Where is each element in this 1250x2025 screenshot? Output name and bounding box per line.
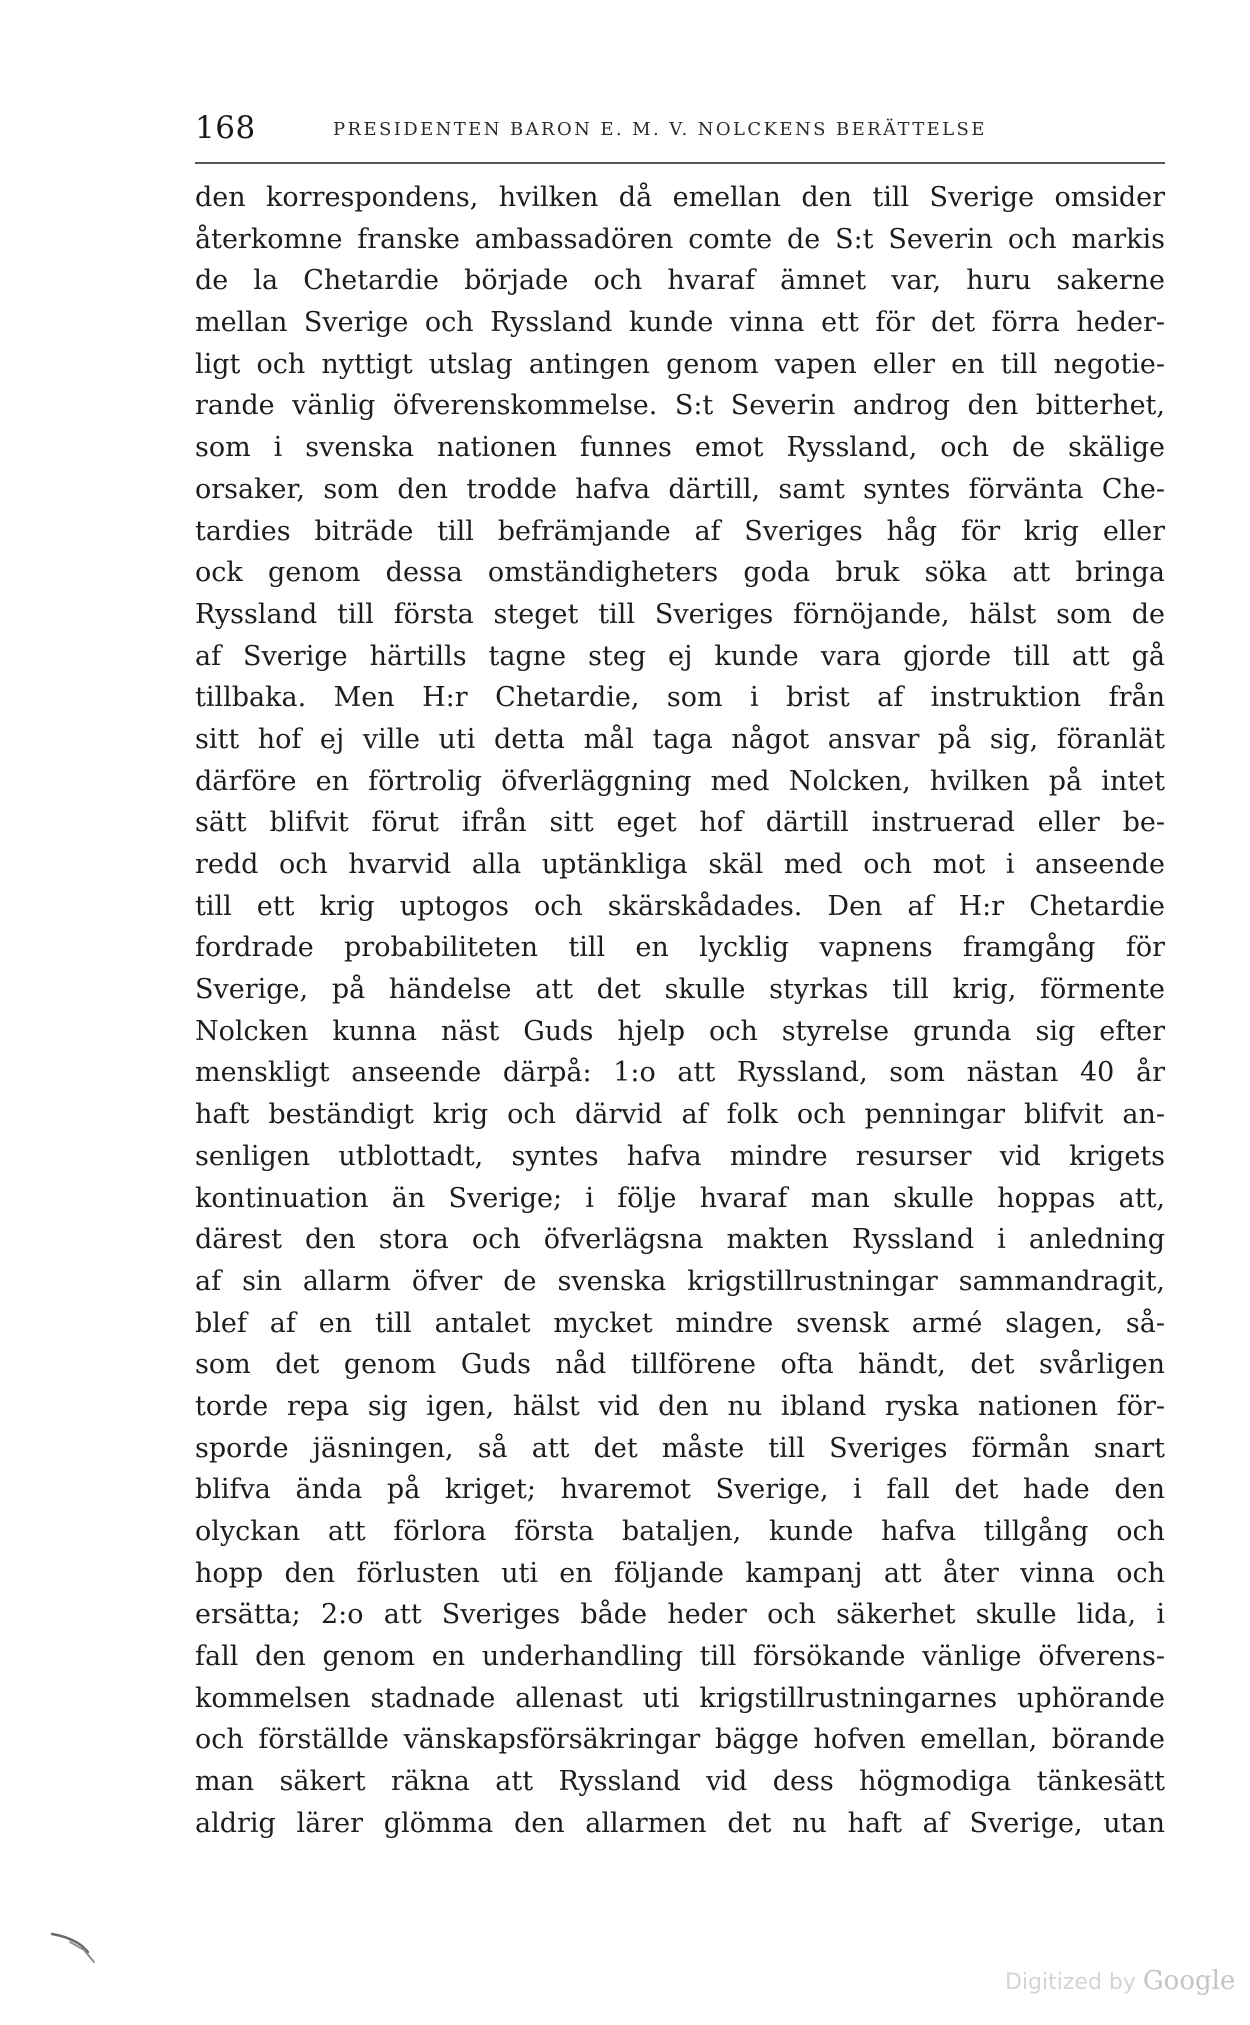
text-line: de la Chetardie började och hvaraf ämnet var, huru sakerne (195, 265, 1165, 297)
text-line: redd och hvarvid alla uptänkliga skäl med och mot i anseende (195, 849, 1165, 880)
text-line: af sin allarm öfver de svenska krigstillrustningar sammandragit, (195, 1265, 1165, 1297)
text-line: af Sverige härtills tagne steg ej kunde vara gjorde till att gå (195, 640, 1165, 672)
text-line: aldrig lärer glömma den allarmen det nu haft af Sverige, utan (195, 1807, 1165, 1839)
text-line: torde repa sig igen, hälst vid den nu ibland ryska nationen för- (195, 1390, 1165, 1422)
watermark-brand: Google (1142, 1966, 1236, 1996)
text-line: Sverige, på händelse att det skulle styrkas till krig, förmente (195, 974, 1165, 1006)
text-line: mellan Sverige och Ryssland kunde vinna ett för det förra heder- (195, 307, 1165, 339)
body-text (195, 177, 1165, 1845)
text-line: och förställde vänskapsförsäkringar bägge hofven emellan, börande (195, 1724, 1165, 1756)
watermark-prefix: Digitized by (1005, 1970, 1136, 1995)
page-number: 168 (195, 110, 256, 146)
text-line: kontinuation än Sverige; i följe hvaraf man skulle hoppas att, (195, 1182, 1165, 1214)
text-line: ock genom dessa omständigheters goda bruk söka att bringa (195, 557, 1165, 589)
text-line: Ryssland till första steget till Sveriges förnöjande, hälst som de (195, 598, 1165, 630)
text-line: rande vänlig öfverenskommelse. S:t Severin androg den bitterhet, (195, 390, 1165, 422)
header-rule (195, 162, 1165, 164)
text-line: menskligt anseende därpå: 1:o att Ryssland, som nästan 40 år (195, 1057, 1165, 1089)
text-line: kommelsen stadnade allenast uti krigstillrustningarnes uphörande (195, 1682, 1165, 1714)
text-line: ersätta; 2:o att Sveriges både heder och säkerhet skulle lida, i (195, 1599, 1165, 1631)
text-line: sitt hof ej ville uti detta mål taga något ansvar på sig, föranlät (195, 723, 1165, 755)
running-title: PRESIDENTEN BARON E. M. V. NOLCKENS BERÄTTELSE (333, 119, 987, 140)
text-line: blef af en till antalet mycket mindre svensk armé slagen, så- (195, 1307, 1165, 1339)
digitized-watermark (1005, 1966, 1235, 1996)
text-line: den korrespondens, hvilken då emellan den till Sverige omsider (195, 182, 1165, 213)
text-line: som i svenska nationen funnes emot Ryssland, och de skälige (195, 432, 1165, 464)
text-line: som det genom Guds nåd tillförene ofta händt, det svårligen (195, 1349, 1165, 1381)
text-line: sätt blifvit förut ifrån sitt eget hof därtill instruerad eller be- (195, 807, 1165, 839)
text-line: fall den genom en underhandling till försökande vänlige öfverens- (195, 1641, 1165, 1673)
text-line: återkomne franske ambassadören comte de S:t Severin och markis (195, 223, 1165, 255)
text-line: orsaker, som den trodde hafva därtill, samt syntes förvänta Che- (195, 473, 1165, 505)
text-line: haft beständigt krig och därvid af folk och penningar blifvit an- (195, 1099, 1165, 1131)
ink-mark-icon (48, 1928, 118, 1968)
text-line: fordrade probabiliteten till en lycklig vapnens framgång för (195, 932, 1165, 964)
text-line: tillbaka. Men H:r Chetardie, som i brist af instruktion från (195, 682, 1165, 714)
running-head (195, 110, 1195, 150)
text-line: Nolcken kunna näst Guds hjelp och styrelse grunda sig efter (195, 1015, 1165, 1047)
text-line: hopp den förlusten uti en följande kampanj att åter vinna och (195, 1557, 1165, 1589)
text-line: blifva ända på kriget; hvaremot Sverige, i fall det hade den (195, 1474, 1165, 1506)
text-line: därföre en förtrolig öfverläggning med Nolcken, hvilken på intet (195, 765, 1165, 797)
text-line: sporde jäsningen, så att det måste till Sveriges förmån snart (195, 1432, 1165, 1464)
text-line: senligen utblottadt, syntes hafva mindre resurser vid krigets (195, 1140, 1165, 1172)
text-line: ligt och nyttigt utslag antingen genom vapen eller en till negotie- (195, 348, 1165, 380)
text-line: man säkert räkna att Ryssland vid dess högmodiga tänkesätt (195, 1766, 1165, 1798)
text-line: tardies biträde till befrämjande af Sveriges håg för krig eller (195, 515, 1165, 547)
text-line: olyckan att förlora första bataljen, kunde hafva tillgång och (195, 1516, 1165, 1547)
text-line: till ett krig uptogos och skärskådades. Den af H:r Chetardie (195, 890, 1165, 922)
text-line: därest den stora och öfverlägsna makten Ryssland i anledning (195, 1224, 1165, 1256)
